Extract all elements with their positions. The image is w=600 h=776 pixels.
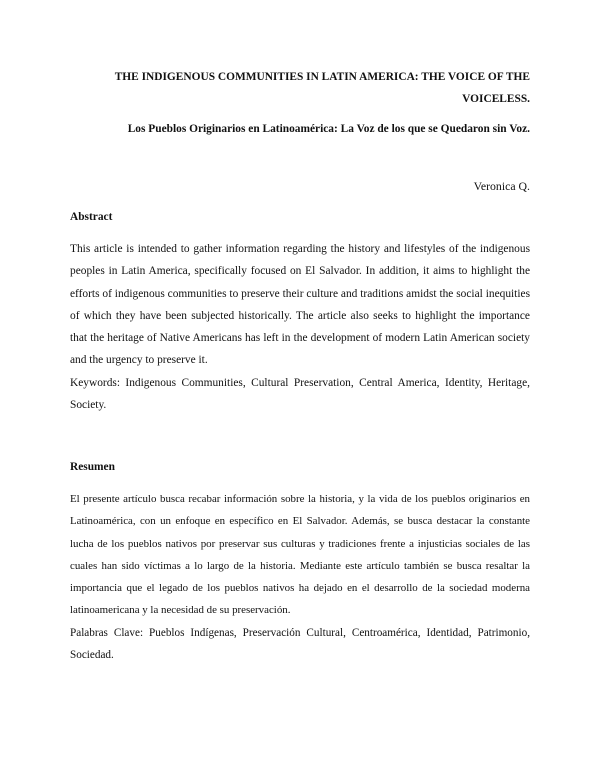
paper-subtitle: Los Pueblos Originarios en Latinoamérica: La Voz de los que se Quedaron sin Voz. xyxy=(127,123,530,135)
resumen-heading: Resumen xyxy=(70,461,115,473)
abstract-body: This article is intended to gather information regarding the history and lifestyles of the indigenous peoples in Latin America, specifically focused on El Salvador. In addition, it aims to highlight the efforts of indigenous communities to preserve their culture and traditions amidst the social inequities of which they have been subjected historically. The article also seeks to highlight the importance that the heritage of Native Americans has left in the development of modern Latin American society and the urgency to preserve it. xyxy=(70,243,530,367)
keywords: Keywords: Indigenous Communities, Cultural Preservation, Central America, Identity, Heritage, Society. xyxy=(70,377,530,412)
abstract-heading: Abstract xyxy=(70,211,113,223)
palabras-clave: Palabras Clave: Pueblos Indígenas, Preservación Cultural, Centroamérica, Identidad, Patrimonio, Sociedad. xyxy=(70,627,530,662)
paper-title: THE INDIGENOUS COMMUNITIES IN LATIN AMERICA: THE VOICE OF THE VOICELESS. xyxy=(114,71,530,105)
author-name: Veronica Q. xyxy=(473,179,530,193)
resumen-body: El presente artículo busca recabar información sobre la historia, y la vida de los pueblos originarios en Latinoamérica, con un enfoque en específico en El Salvador. Además, se busca destacar la constante lucha de los pueblos nativos por preservar sus culturas y tradiciones frente a injusticias sociales de las cuales han sido víctimas a lo largo de la historia. Mediante este artículo también se busca resaltar la importancia que el legado de los pueblos nativos ha dejado en el desarrollo de la sociedad moderna latinoamericana y la necesidad de su preservación. xyxy=(70,493,530,617)
